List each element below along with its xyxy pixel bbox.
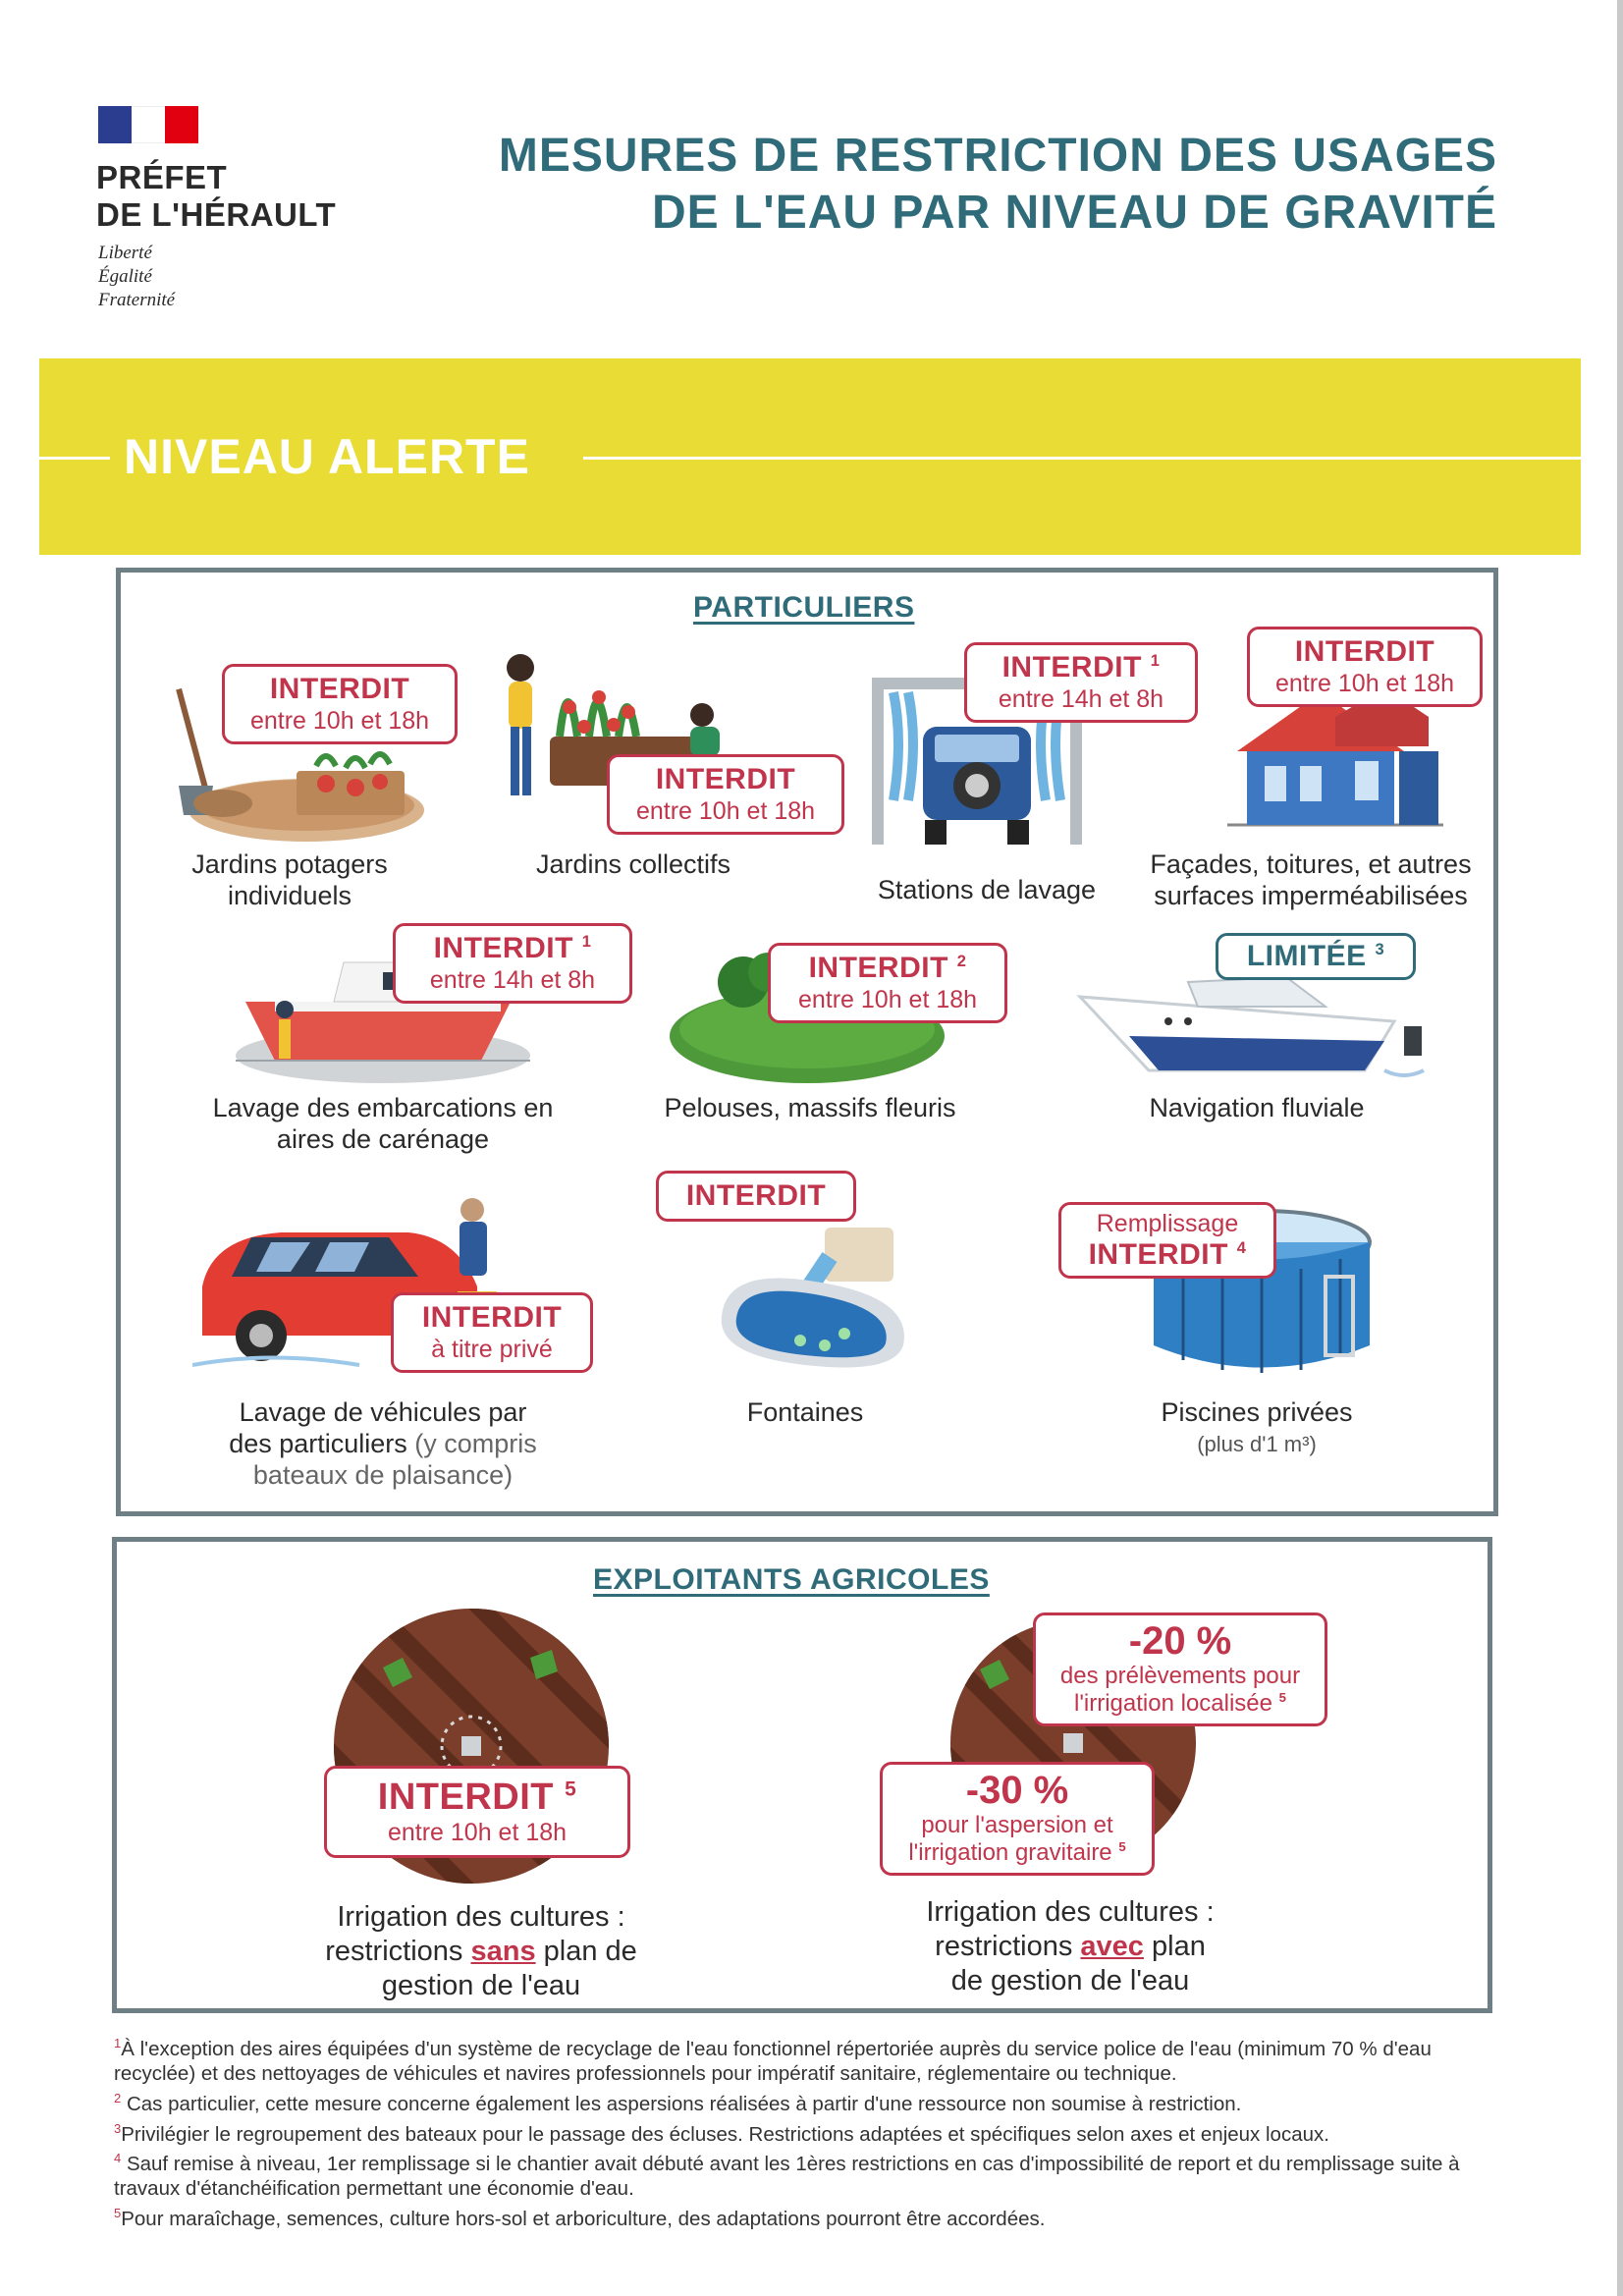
- republic-motto: Liberté Égalité Fraternité: [98, 243, 176, 310]
- badge-prelevements-localisee: -20 % des prélèvements pour l'irrigation localisée $^5$: [1033, 1613, 1327, 1726]
- badge-piscines: Remplissage INTERDIT $^4$: [1058, 1202, 1276, 1279]
- label-jardins-collectifs: Jardins collectifs: [535, 849, 731, 879]
- marianne-flag-logo: [98, 106, 198, 143]
- highlight-sans: sans: [470, 1936, 536, 1967]
- badge-pelouses: INTERDIT $^2$ entre 10h et 18h: [768, 943, 1007, 1023]
- label-jardins-potagers: Jardins potagers individuels: [191, 849, 388, 910]
- badge-fontaines: INTERDIT: [656, 1171, 856, 1222]
- label-irrigation-sans-plan: Irrigation des cultures : restrictions sans plan de gestion de l'eau: [325, 1901, 637, 2001]
- footnote-1: $^1$À l'exception des aires équipées d'un système de recyclage de l'eau fonctionnel répertoriée auprès du service police de l'eau (minimum 70 % d'eau recyclée) et des nettoyages de véhicules et navires professionnels pour impératif sanitaire, réglementaire ou technique.: [114, 2036, 1432, 2085]
- label-pelouses: Pelouses, massifs fleuris: [664, 1093, 956, 1122]
- alert-level-title: NIVEAU ALERTE: [124, 429, 530, 484]
- label-stations-lavage: Stations de lavage: [877, 875, 1097, 904]
- footnote-2: $^2$ Cas particulier, cette mesure concerne également les aspersions réalisées à partir d'une ressource non soumise à restriction.: [114, 2090, 1242, 2115]
- badge-facades: INTERDIT entre 10h et 18h: [1247, 627, 1483, 707]
- banner-line-right: [583, 457, 1581, 460]
- badge-irrigation-sans-plan: INTERDIT $^5$ entre 10h et 18h: [324, 1766, 630, 1858]
- footnote-4: $^4$ Sauf remise à niveau, 1er remplissage si le chantier avait débuté avant les 1ères restrictions en cas d'impossibilité de report et du remplissage suite à travaux d'étanchéification permettant une économie d'eau.: [114, 2151, 1460, 2201]
- particuliers-title: PARTICULIERS: [693, 591, 915, 624]
- agricoles-title: EXPLOITANTS AGRICOLES: [593, 1563, 990, 1596]
- prefet-heading: PRÉFET DE L'HÉRAULT: [96, 159, 337, 233]
- label-piscines: Piscines privées: [1161, 1397, 1353, 1427]
- label-piscines-extra: (plus d'1 m³): [1197, 1432, 1317, 1456]
- badge-jardins-collectifs: INTERDIT entre 10h et 18h: [607, 754, 844, 835]
- badge-jardins-potagers: INTERDIT entre 10h et 18h: [222, 664, 458, 744]
- highlight-avec: avec: [1080, 1931, 1144, 1962]
- badge-aspersion-gravitaire: -30 % pour l'aspersion et l'irrigation gravitaire $^5$: [880, 1762, 1155, 1876]
- label-irrigation-avec-plan: Irrigation des cultures : restrictions avec plan de gestion de l'eau: [926, 1896, 1215, 1996]
- motorboat-icon: [1070, 962, 1434, 1090]
- page-title: MESURES DE RESTRICTION DES USAGES DE L'EAU PAR NIVEAU DE GRAVITÉ: [498, 130, 1497, 239]
- label-fontaines: Fontaines: [746, 1397, 864, 1427]
- label-vehicules-extra: (y compris bateaux de plaisance): [252, 1429, 537, 1490]
- footnote-5: $^5$Pour maraîchage, semences, culture hors-sol et arboriculture, des adaptations pourront être accordées.: [114, 2206, 1046, 2231]
- fountain-icon: [707, 1208, 923, 1375]
- label-vehicules: Lavage de véhicules par des particuliers (y compris bateaux de plaisance): [229, 1397, 537, 1490]
- badge-vehicules: INTERDIT à titre privé: [391, 1292, 593, 1373]
- value-minus-30: -30 %: [965, 1769, 1069, 1812]
- label-facades: Façades, toitures, et autres surfaces imperméabilisées: [1150, 849, 1472, 910]
- badge-navigation: LIMITÉE $^3$: [1216, 933, 1416, 980]
- footnote-3: $^3$Privilégier le regroupement des bateaux pour le passage des écluses. Restrictions adaptées et spécifiques selon axes et enjeux locaux.: [114, 2120, 1329, 2146]
- label-embarcations: Lavage des embarcations en aires de carénage: [212, 1093, 554, 1154]
- label-navigation: Navigation fluviale: [1149, 1093, 1365, 1122]
- scan-edge: [1617, 0, 1623, 2296]
- badge-stations-lavage: INTERDIT $^1$ entre 14h et 8h: [964, 642, 1198, 723]
- value-minus-20: -20 %: [1128, 1619, 1232, 1663]
- banner-line-left: [39, 457, 110, 460]
- badge-embarcations: INTERDIT $^1$ entre 14h et 8h: [393, 923, 632, 1004]
- footnotes: [114, 2031, 1494, 2231]
